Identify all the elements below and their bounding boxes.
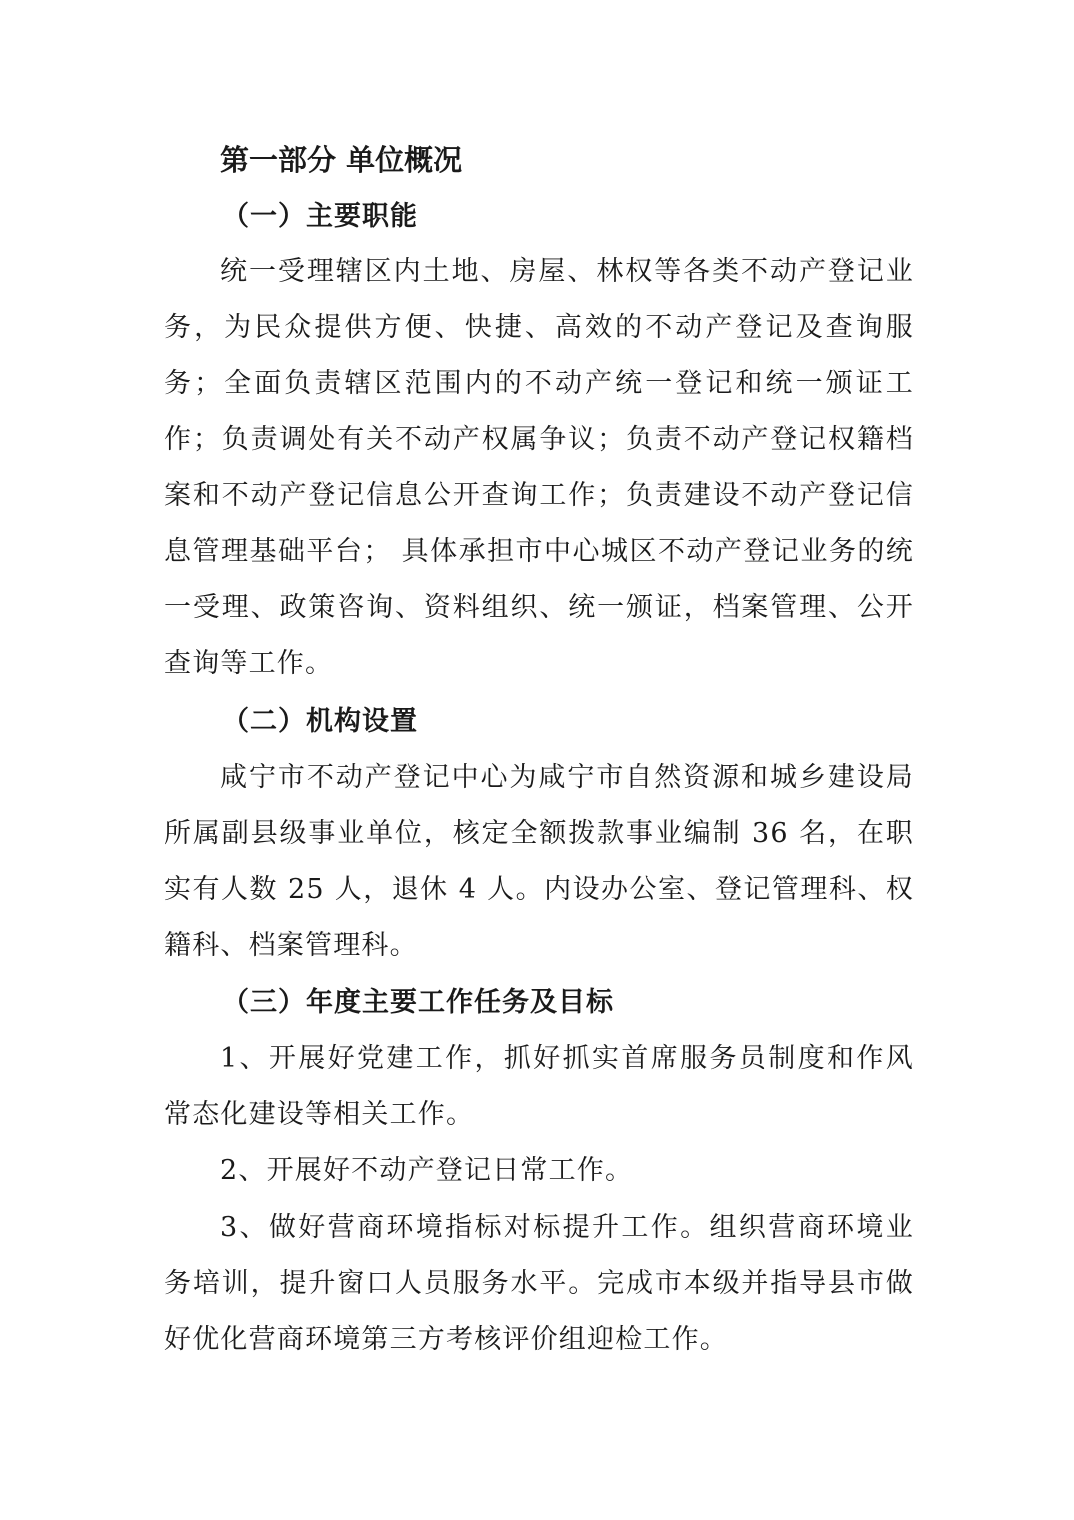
part-title: 第一部分 单位概况 xyxy=(220,143,463,177)
section-heading-functions: （一）主要职能 xyxy=(222,201,418,232)
paragraph-organization: 咸宁市不动产登记中心为咸宁市自然资源和城乡建设局所属副县级事业单位，核定全额拨款事业编制 36 名，在职实有人数 25 人，退休 4 人。内设办公室、登记管理科、权籍科、档案管理科。 xyxy=(164,762,914,961)
paragraph-task-3: 3、做好营商环境指标对标提升工作。组织营商环境业务培训，提升窗口人员服务水平。完成市本级并指导县市做好优化营商环境第三方考核评价组迎检工作。 xyxy=(164,1212,914,1355)
section-heading-organization: （二）机构设置 xyxy=(222,706,418,737)
paragraph-task-1: 1、开展好党建工作，抓好抓实首席服务员制度和作风常态化建设等相关工作。 xyxy=(164,1043,914,1130)
paragraph-task-2: 2、开展好不动产登记日常工作。 xyxy=(220,1155,634,1186)
paragraph-functions: 统一受理辖区内土地、房屋、林权等各类不动产登记业务，为民众提供方便、快捷、高效的不动产登记及查询服务；全面负责辖区范围内的不动产统一登记和统一颁证工作；负责调处有关不动产权属争议；负责不动产登记权籍档案和不动产登记信息公开查询工作；负责建设不动产登记信息管理基础平台； 具体承担市中心城区不动产登记业务的统一受理、政策咨询、资料组织、统一颁证，档案管理、公开查询等工作。 xyxy=(164,256,914,679)
section-heading-tasks: （三）年度主要工作任务及目标 xyxy=(222,987,614,1018)
